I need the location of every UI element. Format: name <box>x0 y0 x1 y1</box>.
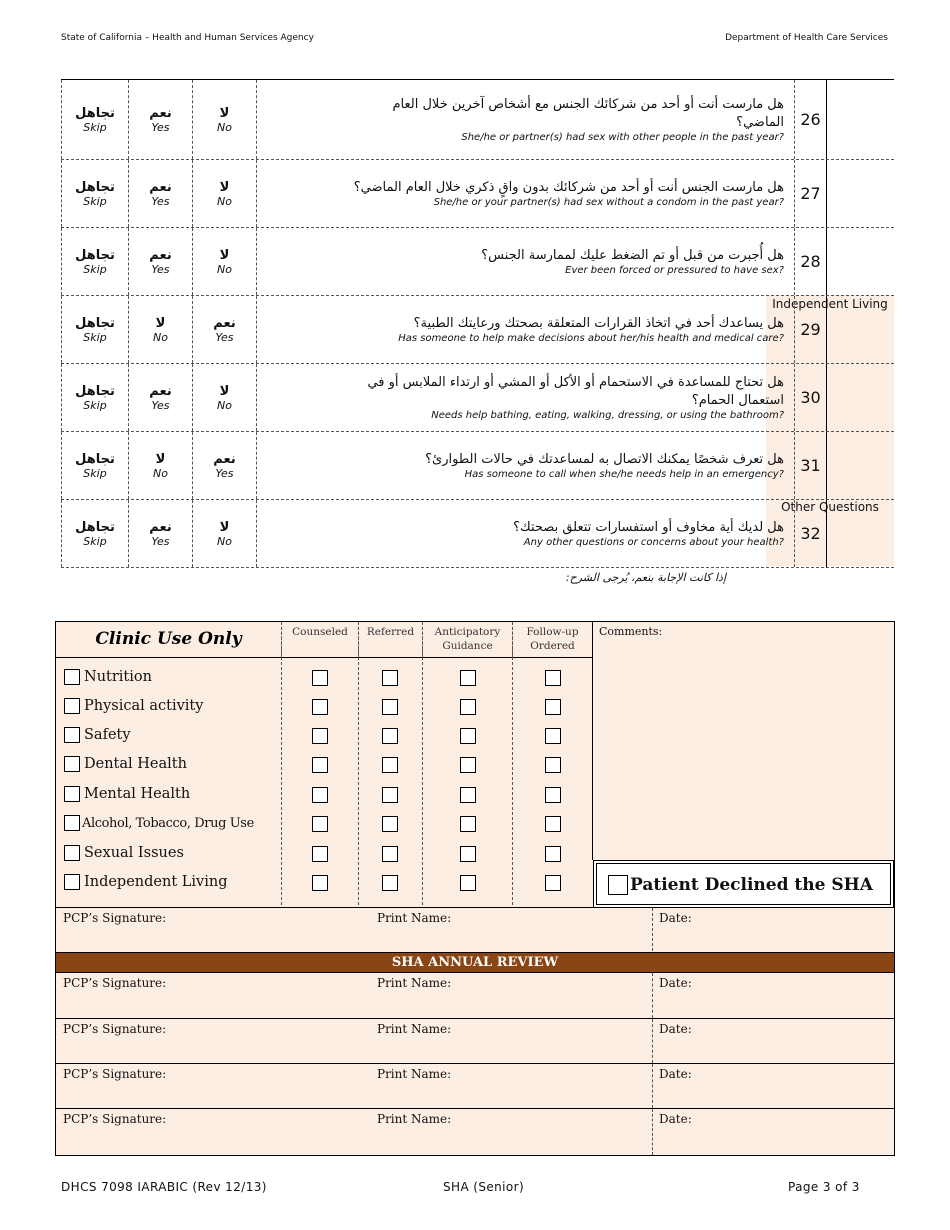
option-skip[interactable]: تجاهل Skip <box>61 364 129 431</box>
option-no[interactable]: لا No <box>129 296 193 363</box>
question-row-31 <box>61 432 894 500</box>
referred-checkbox[interactable] <box>382 757 398 773</box>
followup-ordered-checkbox[interactable] <box>545 728 561 744</box>
question-number: 30 <box>795 364 827 431</box>
signature-row <box>56 1063 894 1108</box>
topic-checkbox[interactable] <box>64 698 80 714</box>
anticipatory-guidance-checkbox[interactable] <box>460 816 476 832</box>
question-row-26 <box>61 80 894 160</box>
counseled-checkbox[interactable] <box>312 728 328 744</box>
option-skip[interactable]: تجاهل Skip <box>61 296 129 363</box>
option-skip[interactable]: تجاهل Skip <box>61 500 129 567</box>
question-row-28 <box>61 228 894 296</box>
question-text: هل يساعدك أحد في اتخاذ القرارات المتعلقة بصحتك ورعايتك الطبية؟ Has someone to help make decisions about her/his health and medical care? <box>257 296 795 363</box>
counseled-checkbox[interactable] <box>312 787 328 803</box>
signature-row <box>56 1108 894 1155</box>
date-label: Date: <box>659 911 692 925</box>
option-skip[interactable]: تجاهل Skip <box>61 432 129 499</box>
topic-checkbox[interactable] <box>64 845 80 861</box>
option-skip[interactable]: تجاهل Skip <box>61 160 129 227</box>
anticipatory-guidance-checkbox[interactable] <box>460 728 476 744</box>
footer-page-number: Page 3 of 3 <box>788 1180 860 1194</box>
divider <box>652 1064 653 1108</box>
option-no[interactable]: لا No <box>193 228 257 295</box>
print-name-label: Print Name: <box>377 1112 452 1126</box>
option-no[interactable]: لا No <box>193 364 257 431</box>
followup-ordered-checkbox[interactable] <box>545 699 561 715</box>
date-label: Date: <box>659 1022 692 1036</box>
anticipatory-guidance-checkbox[interactable] <box>460 875 476 891</box>
option-no[interactable]: لا No <box>193 500 257 567</box>
divider <box>422 622 423 905</box>
referred-checkbox[interactable] <box>382 875 398 891</box>
option-yes[interactable]: نعم Yes <box>193 432 257 499</box>
anticipatory-guidance-checkbox[interactable] <box>460 846 476 862</box>
col-followup-ordered: Follow-up Ordered <box>513 622 593 658</box>
option-skip[interactable]: تجاهل Skip <box>61 228 129 295</box>
option-yes[interactable]: نعم Yes <box>129 500 193 567</box>
referred-checkbox[interactable] <box>382 816 398 832</box>
topic-mental-health[interactable]: Mental Health <box>64 786 190 802</box>
date-label: Date: <box>659 976 692 990</box>
signature-row <box>56 1018 894 1063</box>
declined-checkbox[interactable] <box>608 875 628 895</box>
option-yes[interactable]: نعم Yes <box>129 160 193 227</box>
pcp-signature-label: PCP’s Signature: <box>63 1112 167 1126</box>
followup-ordered-checkbox[interactable] <box>545 816 561 832</box>
patient-declined-box[interactable] <box>593 860 894 908</box>
section-label: Other Questions <box>781 500 879 514</box>
signature-row <box>56 972 894 1018</box>
counseled-checkbox[interactable] <box>312 816 328 832</box>
clinic-title-cell <box>56 622 282 658</box>
question-number: 27 <box>795 160 827 227</box>
col-referred: Referred <box>359 622 423 658</box>
topic-physical-activity[interactable]: Physical activity <box>64 698 203 714</box>
topic-checkbox[interactable] <box>64 727 80 743</box>
topic-checkbox[interactable] <box>64 874 80 890</box>
anticipatory-guidance-checkbox[interactable] <box>460 699 476 715</box>
explain-note: إذا كانت الإجابة بنعم، يُرجى الشرح: <box>565 571 726 584</box>
divider <box>652 1109 653 1155</box>
divider <box>512 622 513 905</box>
topic-independent-living[interactable]: Independent Living <box>64 874 228 890</box>
followup-ordered-checkbox[interactable] <box>545 846 561 862</box>
col-anticipatory-guidance: Anticipatory Guidance <box>423 622 513 658</box>
anticipatory-guidance-checkbox[interactable] <box>460 787 476 803</box>
followup-ordered-checkbox[interactable] <box>545 875 561 891</box>
anticipatory-guidance-checkbox[interactable] <box>460 757 476 773</box>
option-yes[interactable]: نعم Yes <box>129 364 193 431</box>
followup-ordered-checkbox[interactable] <box>545 670 561 686</box>
topic-checkbox[interactable] <box>64 786 80 802</box>
question-row-27 <box>61 160 894 228</box>
print-name-label: Print Name: <box>377 911 452 925</box>
question-number: 29 <box>795 296 827 363</box>
question-text: هل مارست أنت أو أحد من شركائك الجنس مع أشخاص آخرين خلال العام الماضي؟ She/he or partner(s) had sex with other people in the past year? <box>257 80 795 159</box>
divider <box>652 973 653 1018</box>
followup-ordered-checkbox[interactable] <box>545 757 561 773</box>
declined-label: Patient Declined the SHA <box>630 875 873 895</box>
footer-form-number: DHCS 7098 IARABIC (Rev 12/13) <box>61 1180 267 1194</box>
question-number: 32 <box>795 500 827 567</box>
divider <box>281 622 282 905</box>
pcp-signature-label: PCP’s Signature: <box>63 911 167 925</box>
footer-form-name: SHA (Senior) <box>443 1180 525 1194</box>
topic-dental-health[interactable]: Dental Health <box>64 756 187 772</box>
question-text: هل لديك أية مخاوف أو استفسارات تتعلق بصحتك؟ Any other questions or concerns about your health? <box>257 500 795 567</box>
topic-alcohol-tobacco-drug[interactable]: Alcohol, Tobacco, Drug Use <box>64 815 254 831</box>
question-text: هل مارست الجنس أنت أو أحد من شركائك بدون واقٍ ذكري خلال العام الماضي؟ She/he or your partner(s) had sex without a condom in the past year? <box>257 160 795 227</box>
clinic-use-section <box>55 621 895 1156</box>
followup-ordered-checkbox[interactable] <box>545 787 561 803</box>
question-text: هل تعرف شخصًا يمكنك الاتصال به لمساعدتك في حالات الطوارئ؟ Has someone to call when she/he needs help in an emergency? <box>257 432 795 499</box>
header-agency: State of California – Health and Human Services Agency <box>61 33 314 43</box>
option-yes[interactable]: نعم Yes <box>129 80 193 159</box>
topic-checkbox[interactable] <box>64 669 80 685</box>
question-number: 28 <box>795 228 827 295</box>
question-row-30 <box>61 364 894 432</box>
counseled-checkbox[interactable] <box>312 670 328 686</box>
anticipatory-guidance-checkbox[interactable] <box>460 670 476 686</box>
question-row-29 <box>61 296 894 364</box>
topic-sexual-issues[interactable]: Sexual Issues <box>64 845 184 861</box>
topic-checkbox[interactable] <box>64 756 80 772</box>
referred-checkbox[interactable] <box>382 846 398 862</box>
print-name-label: Print Name: <box>377 976 452 990</box>
clinic-title: Clinic Use Only <box>95 629 242 650</box>
date-label: Date: <box>659 1067 692 1081</box>
pcp-signature-label: PCP’s Signature: <box>63 1067 167 1081</box>
question-number: 26 <box>795 80 827 159</box>
pcp-signature-label: PCP’s Signature: <box>63 976 167 990</box>
divider <box>652 908 653 951</box>
print-name-label: Print Name: <box>377 1022 452 1036</box>
section-label: Independent Living <box>772 297 888 311</box>
question-text: هل تحتاج للمساعدة في الاستحمام أو الأكل أو المشي أو ارتداء الملابس أو في استعمال الحمام؟ Needs help bathing, eating, walking, dressing, or using the bathroom? <box>257 364 795 431</box>
col-counseled: Counseled <box>282 622 359 658</box>
print-name-label: Print Name: <box>377 1067 452 1081</box>
option-no[interactable]: لا No <box>193 80 257 159</box>
referred-checkbox[interactable] <box>382 670 398 686</box>
counseled-checkbox[interactable] <box>312 757 328 773</box>
topic-safety[interactable]: Safety <box>64 727 131 743</box>
option-no[interactable]: لا No <box>129 432 193 499</box>
question-text: هل أُجبرت من قبل أو تم الضغط عليك لممارسة الجنس؟ Ever been forced or pressured to have sex? <box>257 228 795 295</box>
question-row-32 <box>61 500 894 568</box>
referred-checkbox[interactable] <box>382 699 398 715</box>
option-no[interactable]: لا No <box>193 160 257 227</box>
option-skip[interactable]: تجاهل Skip <box>61 80 129 159</box>
counseled-checkbox[interactable] <box>312 699 328 715</box>
divider <box>358 622 359 905</box>
comments-label: Comments: <box>599 625 663 638</box>
counseled-checkbox[interactable] <box>312 846 328 862</box>
divider <box>592 622 593 860</box>
referred-checkbox[interactable] <box>382 728 398 744</box>
divider <box>652 1019 653 1063</box>
annual-review-banner: SHA ANNUAL REVIEW <box>56 952 894 972</box>
referred-checkbox[interactable] <box>382 787 398 803</box>
question-number: 31 <box>795 432 827 499</box>
signature-row <box>56 907 894 951</box>
date-label: Date: <box>659 1112 692 1126</box>
topic-nutrition[interactable]: Nutrition <box>64 669 152 685</box>
topic-checkbox[interactable] <box>64 815 80 831</box>
option-yes[interactable]: نعم Yes <box>129 228 193 295</box>
option-yes[interactable]: نعم Yes <box>193 296 257 363</box>
pcp-signature-label: PCP’s Signature: <box>63 1022 167 1036</box>
counseled-checkbox[interactable] <box>312 875 328 891</box>
header-department: Department of Health Care Services <box>725 33 888 43</box>
